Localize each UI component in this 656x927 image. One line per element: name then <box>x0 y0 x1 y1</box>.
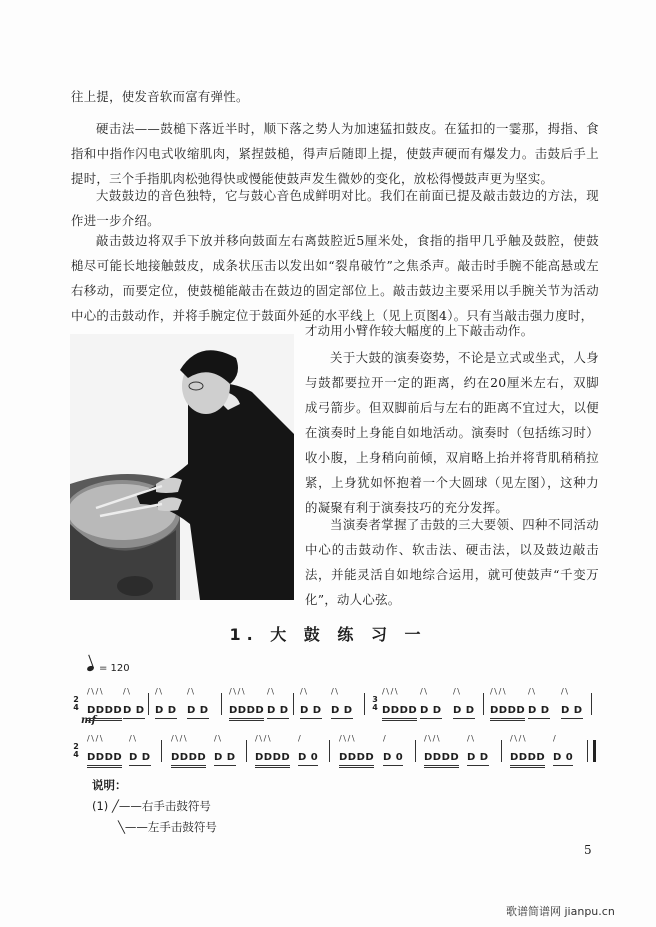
explanation-item-right-hand: (1) ╱——右手击鼓符号 <box>92 799 211 813</box>
barline <box>293 693 294 715</box>
final-barline <box>587 740 596 762</box>
note-group: /\/\ DDDD <box>490 686 525 720</box>
note-group: /\ D D <box>187 686 209 720</box>
note-group: / D 0 <box>553 733 573 767</box>
paragraph-rim-technique-end: 才动用小臂作较大幅度的上下敲击动作。 <box>305 323 534 338</box>
explanation-item-left-hand: ╲——左手击鼓符号 <box>118 820 217 834</box>
note-group: /\/\ DDDD <box>87 686 122 720</box>
page-number: 5 <box>584 843 592 857</box>
barline <box>221 693 222 715</box>
note-group: /\/\ DDDD <box>510 733 545 767</box>
note-group: / D 0 <box>298 733 318 767</box>
time-signature: 3 4 <box>372 695 378 712</box>
barline <box>415 740 416 762</box>
watermark: 歌谱简谱网 jianpu.cn <box>506 905 615 918</box>
barline <box>501 740 502 762</box>
time-signature: 2 4 <box>73 695 79 712</box>
dynamic-marking: mf <box>81 715 96 726</box>
paragraph-summary: 当演奏者掌握了击鼓的三大要领、四种不同活动中心的击鼓动作、软击法、硬击法，以及鼓边敲击法，并能灵活自如地综合运用，就可使鼓声“千变万化”，动人心弦。 <box>305 517 599 607</box>
paragraph-posture: 关于大鼓的演奏姿势，不论是立式或坐式，人身与鼓都要拉开一定的距离，约在20厘米左右，双脚成弓箭步。但双脚前后与左右的距离不宜过大，以便在演奏时上身能自如地活动。演奏时（包括练习时）收小腹，上身稍向前倾，双肩略上抬并将背肌稍稍拉紧，上身犹如怀抱着一个大圆球（见左图），这种力的凝聚有利于演奏技巧的充分发挥。 <box>305 350 599 515</box>
paragraph-hard-strike: 硬击法——鼓槌下落近半时，顺下落之势人为加速猛扣鼓皮。在猛扣的一霎那，拇指、食指和中指作闪电式收缩肌肉，紧捏鼓槌，得声后随即上提，使鼓声硬而有爆发力。击鼓后手上提时，三个手指肌肉松弛得快或慢能使鼓声发生微妙的变化，放松得慢鼓声更为坚实。 <box>71 121 599 186</box>
note-group: / D 0 <box>383 733 403 767</box>
drummer-photo <box>70 334 294 600</box>
note-group: /\ D D <box>129 733 151 767</box>
tempo-value: = 120 <box>99 663 130 674</box>
barline <box>161 740 162 762</box>
paragraph-1: 往上提，使发音软而富有弹性。 <box>71 89 249 104</box>
note-group: /\ D D <box>528 686 550 720</box>
note-group: /\/\ DDDD <box>255 733 290 767</box>
explanation-heading: 说明： <box>92 778 127 792</box>
barline <box>591 693 592 715</box>
note-group: /\ D D <box>267 686 289 720</box>
paragraph-drum-rim: 大鼓鼓边的音色独特，它与鼓心音色成鲜明对比。我们在前面已提及敲击鼓边的方法，现作进一步介绍。 <box>71 188 599 228</box>
note-group: /\ D D <box>123 686 145 720</box>
note-group: /\ D D <box>561 686 583 720</box>
paragraph-rim-technique: 敲击鼓边将双手下放并移向鼓面左右离鼓腔近5厘米处，食指的指甲几乎触及鼓腔，使鼓槌尽可能长地接触鼓皮，成条状压击以发出如“裂帛破竹”之焦杀声。敲击时手腕不能高悬或左右移动，而要定位，使鼓槌能敲击在鼓边的固定部位上。敲击鼓边主要采用以手腕关节为活动中心的击鼓动作，并将手腕定位于鼓面外延的水平线上（见上页图4）。只有当敲击强力度时， <box>71 233 599 323</box>
barline <box>483 693 484 715</box>
note-group: /\ D D <box>155 686 177 720</box>
barline <box>148 693 149 715</box>
note-group: /\/\ DDDD <box>229 686 264 720</box>
tempo-marking <box>87 663 130 674</box>
note-group: /\ D D <box>214 733 236 767</box>
note-group: /\ D D <box>420 686 442 720</box>
time-signature: 2 4 <box>73 742 79 759</box>
explanation-notes <box>92 775 217 838</box>
barline <box>329 740 330 762</box>
note-group: /\/\ DDDD <box>339 733 374 767</box>
note-group: /\ D D <box>300 686 322 720</box>
score-line-1 <box>71 686 601 726</box>
section-title: 1. 大 鼓 练 习 一 <box>229 625 427 644</box>
quarter-note-icon <box>86 665 94 672</box>
note-group: /\/\ DDDD <box>171 733 206 767</box>
note-group: /\/\ DDDD <box>382 686 417 720</box>
note-group: /\ D D <box>453 686 475 720</box>
score-line-2 <box>71 733 601 767</box>
note-group: /\/\ DDDD <box>87 733 122 767</box>
note-group: /\ D D <box>331 686 353 720</box>
barline <box>246 740 247 762</box>
note-group: /\/\ DDDD <box>424 733 459 767</box>
barline <box>364 693 365 715</box>
note-group: /\ D D <box>467 733 489 767</box>
